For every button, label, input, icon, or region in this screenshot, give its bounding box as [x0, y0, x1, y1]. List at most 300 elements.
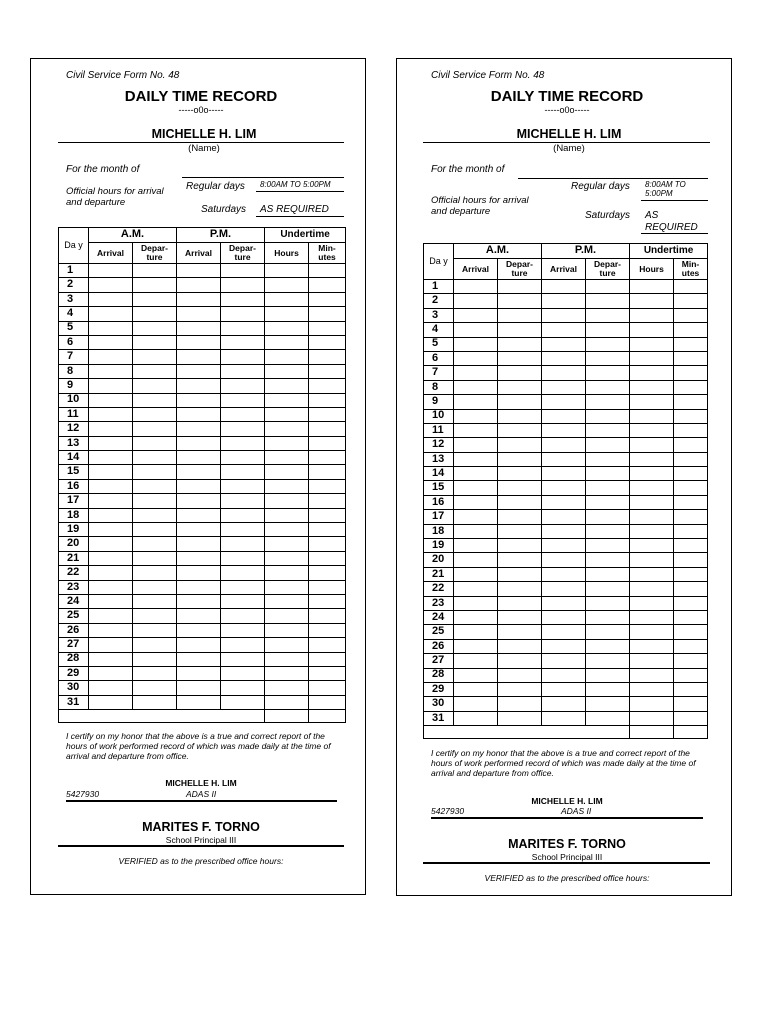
am-departure-cell[interactable]	[498, 697, 542, 711]
undertime-minutes-cell[interactable]	[674, 409, 708, 423]
pm-departure-cell[interactable]	[586, 510, 630, 524]
pm-arrival-cell[interactable]	[177, 335, 221, 349]
undertime-hours-cell[interactable]	[630, 524, 674, 538]
pm-departure-cell[interactable]	[586, 395, 630, 409]
undertime-hours-cell[interactable]	[630, 654, 674, 668]
pm-departure-cell[interactable]	[586, 639, 630, 653]
am-departure-cell[interactable]	[133, 436, 177, 450]
am-arrival-cell[interactable]	[454, 438, 498, 452]
am-arrival-cell[interactable]	[454, 351, 498, 365]
undertime-hours-cell[interactable]	[630, 567, 674, 581]
undertime-hours-cell[interactable]	[630, 380, 674, 394]
undertime-hours-cell[interactable]	[630, 553, 674, 567]
am-arrival-cell[interactable]	[454, 524, 498, 538]
undertime-hours-cell[interactable]	[630, 668, 674, 682]
pm-departure-cell[interactable]	[586, 351, 630, 365]
pm-arrival-cell[interactable]	[177, 580, 221, 594]
am-departure-cell[interactable]	[498, 423, 542, 437]
undertime-minutes-cell[interactable]	[674, 481, 708, 495]
undertime-minutes-cell[interactable]	[309, 407, 346, 421]
am-departure-cell[interactable]	[133, 609, 177, 623]
undertime-minutes-cell[interactable]	[674, 423, 708, 437]
undertime-minutes-cell[interactable]	[674, 711, 708, 725]
am-departure-cell[interactable]	[498, 625, 542, 639]
am-arrival-cell[interactable]	[454, 711, 498, 725]
pm-arrival-cell[interactable]	[542, 423, 586, 437]
undertime-minutes-cell[interactable]	[674, 654, 708, 668]
pm-arrival-cell[interactable]	[177, 364, 221, 378]
am-arrival-cell[interactable]	[89, 364, 133, 378]
pm-arrival-cell[interactable]	[542, 495, 586, 509]
am-arrival-cell[interactable]	[89, 350, 133, 364]
pm-arrival-cell[interactable]	[177, 638, 221, 652]
undertime-minutes-total[interactable]	[674, 726, 708, 739]
pm-arrival-cell[interactable]	[177, 479, 221, 493]
am-departure-cell[interactable]	[133, 666, 177, 680]
am-departure-cell[interactable]	[133, 652, 177, 666]
undertime-hours-cell[interactable]	[265, 609, 309, 623]
pm-arrival-cell[interactable]	[177, 292, 221, 306]
undertime-hours-cell[interactable]	[630, 539, 674, 553]
regular-days-value[interactable]: 8:00AM TO 5:00PM	[645, 180, 686, 198]
pm-departure-cell[interactable]	[221, 451, 265, 465]
am-departure-cell[interactable]	[133, 465, 177, 479]
am-arrival-cell[interactable]	[89, 623, 133, 637]
undertime-minutes-cell[interactable]	[309, 523, 346, 537]
am-arrival-cell[interactable]	[89, 465, 133, 479]
am-departure-cell[interactable]	[498, 308, 542, 322]
undertime-minutes-cell[interactable]	[309, 292, 346, 306]
am-departure-cell[interactable]	[498, 323, 542, 337]
pm-departure-cell[interactable]	[221, 407, 265, 421]
undertime-hours-cell[interactable]	[630, 280, 674, 294]
undertime-hours-cell[interactable]	[265, 264, 309, 278]
pm-departure-cell[interactable]	[586, 682, 630, 696]
am-arrival-cell[interactable]	[454, 596, 498, 610]
undertime-minutes-cell[interactable]	[674, 438, 708, 452]
saturdays-value[interactable]: AS REQUIRED	[260, 204, 329, 215]
pm-departure-cell[interactable]	[221, 422, 265, 436]
am-departure-cell[interactable]	[498, 524, 542, 538]
undertime-minutes-cell[interactable]	[309, 364, 346, 378]
pm-departure-cell[interactable]	[586, 539, 630, 553]
am-arrival-cell[interactable]	[89, 695, 133, 709]
undertime-minutes-cell[interactable]	[674, 495, 708, 509]
am-departure-cell[interactable]	[133, 523, 177, 537]
am-arrival-cell[interactable]	[89, 494, 133, 508]
undertime-minutes-cell[interactable]	[309, 638, 346, 652]
pm-departure-cell[interactable]	[586, 337, 630, 351]
am-departure-cell[interactable]	[133, 379, 177, 393]
pm-departure-cell[interactable]	[221, 379, 265, 393]
am-departure-cell[interactable]	[498, 337, 542, 351]
undertime-minutes-cell[interactable]	[674, 294, 708, 308]
saturdays-value[interactable]: AS REQUIRED	[645, 210, 698, 233]
undertime-minutes-cell[interactable]	[309, 350, 346, 364]
undertime-hours-total[interactable]	[265, 710, 309, 723]
am-arrival-cell[interactable]	[454, 481, 498, 495]
pm-arrival-cell[interactable]	[542, 524, 586, 538]
am-departure-cell[interactable]	[133, 494, 177, 508]
pm-departure-cell[interactable]	[586, 625, 630, 639]
am-departure-cell[interactable]	[498, 711, 542, 725]
am-arrival-cell[interactable]	[89, 551, 133, 565]
undertime-hours-cell[interactable]	[265, 638, 309, 652]
undertime-hours-cell[interactable]	[630, 596, 674, 610]
pm-arrival-cell[interactable]	[542, 539, 586, 553]
undertime-minutes-cell[interactable]	[309, 695, 346, 709]
pm-departure-cell[interactable]	[221, 666, 265, 680]
pm-arrival-cell[interactable]	[177, 508, 221, 522]
am-departure-cell[interactable]	[498, 452, 542, 466]
undertime-minutes-cell[interactable]	[309, 264, 346, 278]
am-arrival-cell[interactable]	[89, 321, 133, 335]
am-arrival-cell[interactable]	[89, 451, 133, 465]
pm-arrival-cell[interactable]	[542, 625, 586, 639]
pm-arrival-cell[interactable]	[542, 380, 586, 394]
pm-arrival-cell[interactable]	[542, 682, 586, 696]
pm-departure-cell[interactable]	[586, 481, 630, 495]
am-departure-cell[interactable]	[498, 380, 542, 394]
pm-departure-cell[interactable]	[586, 438, 630, 452]
am-departure-cell[interactable]	[498, 668, 542, 682]
am-departure-cell[interactable]	[498, 539, 542, 553]
undertime-minutes-cell[interactable]	[309, 321, 346, 335]
pm-departure-cell[interactable]	[586, 582, 630, 596]
undertime-hours-cell[interactable]	[265, 508, 309, 522]
undertime-minutes-cell[interactable]	[674, 395, 708, 409]
pm-arrival-cell[interactable]	[177, 652, 221, 666]
am-departure-cell[interactable]	[498, 567, 542, 581]
undertime-minutes-cell[interactable]	[309, 379, 346, 393]
pm-departure-cell[interactable]	[586, 308, 630, 322]
undertime-minutes-cell[interactable]	[309, 494, 346, 508]
pm-arrival-cell[interactable]	[542, 510, 586, 524]
undertime-hours-cell[interactable]	[630, 495, 674, 509]
am-departure-cell[interactable]	[133, 537, 177, 551]
undertime-minutes-cell[interactable]	[674, 596, 708, 610]
undertime-hours-cell[interactable]	[630, 639, 674, 653]
undertime-minutes-cell[interactable]	[309, 537, 346, 551]
undertime-minutes-cell[interactable]	[309, 451, 346, 465]
pm-departure-cell[interactable]	[586, 524, 630, 538]
am-arrival-cell[interactable]	[454, 510, 498, 524]
undertime-minutes-cell[interactable]	[674, 323, 708, 337]
am-departure-cell[interactable]	[133, 594, 177, 608]
undertime-minutes-cell[interactable]	[309, 666, 346, 680]
pm-arrival-cell[interactable]	[542, 366, 586, 380]
am-arrival-cell[interactable]	[89, 393, 133, 407]
pm-departure-cell[interactable]	[586, 697, 630, 711]
pm-departure-cell[interactable]	[586, 409, 630, 423]
pm-departure-cell[interactable]	[221, 681, 265, 695]
undertime-hours-cell[interactable]	[630, 481, 674, 495]
pm-arrival-cell[interactable]	[177, 551, 221, 565]
am-arrival-cell[interactable]	[454, 625, 498, 639]
am-arrival-cell[interactable]	[454, 495, 498, 509]
pm-departure-cell[interactable]	[586, 610, 630, 624]
am-departure-cell[interactable]	[498, 596, 542, 610]
pm-departure-cell[interactable]	[586, 668, 630, 682]
pm-arrival-cell[interactable]	[177, 609, 221, 623]
pm-departure-cell[interactable]	[221, 537, 265, 551]
undertime-hours-cell[interactable]	[265, 523, 309, 537]
am-arrival-cell[interactable]	[89, 422, 133, 436]
pm-arrival-cell[interactable]	[542, 395, 586, 409]
pm-arrival-cell[interactable]	[177, 379, 221, 393]
undertime-hours-cell[interactable]	[265, 580, 309, 594]
pm-arrival-cell[interactable]	[542, 596, 586, 610]
am-departure-cell[interactable]	[498, 610, 542, 624]
am-arrival-cell[interactable]	[89, 666, 133, 680]
am-arrival-cell[interactable]	[454, 610, 498, 624]
undertime-minutes-cell[interactable]	[674, 697, 708, 711]
pm-departure-cell[interactable]	[221, 436, 265, 450]
am-arrival-cell[interactable]	[454, 467, 498, 481]
undertime-minutes-cell[interactable]	[309, 307, 346, 321]
pm-departure-cell[interactable]	[221, 350, 265, 364]
am-arrival-cell[interactable]	[454, 654, 498, 668]
am-arrival-cell[interactable]	[89, 652, 133, 666]
pm-arrival-cell[interactable]	[177, 594, 221, 608]
pm-arrival-cell[interactable]	[542, 323, 586, 337]
undertime-hours-cell[interactable]	[265, 393, 309, 407]
pm-arrival-cell[interactable]	[177, 623, 221, 637]
pm-departure-cell[interactable]	[221, 580, 265, 594]
undertime-hours-cell[interactable]	[265, 566, 309, 580]
am-arrival-cell[interactable]	[454, 539, 498, 553]
pm-departure-cell[interactable]	[221, 695, 265, 709]
am-departure-cell[interactable]	[133, 508, 177, 522]
undertime-hours-cell[interactable]	[630, 395, 674, 409]
undertime-minutes-cell[interactable]	[309, 681, 346, 695]
am-departure-cell[interactable]	[133, 551, 177, 565]
undertime-minutes-cell[interactable]	[674, 668, 708, 682]
pm-departure-cell[interactable]	[221, 609, 265, 623]
pm-departure-cell[interactable]	[221, 508, 265, 522]
am-departure-cell[interactable]	[133, 292, 177, 306]
am-departure-cell[interactable]	[133, 307, 177, 321]
pm-departure-cell[interactable]	[221, 566, 265, 580]
undertime-minutes-cell[interactable]	[674, 553, 708, 567]
undertime-hours-cell[interactable]	[630, 711, 674, 725]
pm-arrival-cell[interactable]	[177, 264, 221, 278]
pm-departure-cell[interactable]	[221, 321, 265, 335]
undertime-hours-cell[interactable]	[265, 551, 309, 565]
am-arrival-cell[interactable]	[89, 292, 133, 306]
pm-arrival-cell[interactable]	[177, 666, 221, 680]
am-departure-cell[interactable]	[133, 695, 177, 709]
am-departure-cell[interactable]	[133, 451, 177, 465]
pm-arrival-cell[interactable]	[177, 350, 221, 364]
am-arrival-cell[interactable]	[89, 436, 133, 450]
am-arrival-cell[interactable]	[89, 379, 133, 393]
pm-departure-cell[interactable]	[586, 711, 630, 725]
undertime-minutes-cell[interactable]	[674, 567, 708, 581]
pm-departure-cell[interactable]	[586, 553, 630, 567]
am-arrival-cell[interactable]	[454, 682, 498, 696]
am-departure-cell[interactable]	[498, 495, 542, 509]
undertime-minutes-cell[interactable]	[674, 524, 708, 538]
undertime-hours-cell[interactable]	[630, 582, 674, 596]
am-arrival-cell[interactable]	[454, 323, 498, 337]
pm-departure-cell[interactable]	[586, 567, 630, 581]
pm-arrival-cell[interactable]	[177, 494, 221, 508]
undertime-hours-cell[interactable]	[265, 321, 309, 335]
pm-arrival-cell[interactable]	[177, 307, 221, 321]
pm-departure-cell[interactable]	[586, 380, 630, 394]
undertime-hours-cell[interactable]	[630, 452, 674, 466]
undertime-minutes-cell[interactable]	[674, 467, 708, 481]
undertime-hours-cell[interactable]	[265, 307, 309, 321]
am-arrival-cell[interactable]	[89, 580, 133, 594]
am-arrival-cell[interactable]	[89, 479, 133, 493]
undertime-minutes-cell[interactable]	[309, 580, 346, 594]
undertime-minutes-cell[interactable]	[309, 623, 346, 637]
undertime-hours-cell[interactable]	[630, 438, 674, 452]
am-arrival-cell[interactable]	[89, 407, 133, 421]
pm-arrival-cell[interactable]	[542, 409, 586, 423]
am-arrival-cell[interactable]	[454, 553, 498, 567]
undertime-hours-cell[interactable]	[265, 379, 309, 393]
pm-arrival-cell[interactable]	[542, 582, 586, 596]
pm-departure-cell[interactable]	[221, 335, 265, 349]
undertime-minutes-cell[interactable]	[674, 366, 708, 380]
am-departure-cell[interactable]	[498, 639, 542, 653]
am-arrival-cell[interactable]	[454, 280, 498, 294]
pm-arrival-cell[interactable]	[177, 695, 221, 709]
undertime-hours-cell[interactable]	[265, 335, 309, 349]
undertime-hours-cell[interactable]	[265, 465, 309, 479]
pm-arrival-cell[interactable]	[177, 451, 221, 465]
pm-arrival-cell[interactable]	[177, 393, 221, 407]
pm-arrival-cell[interactable]	[177, 321, 221, 335]
pm-departure-cell[interactable]	[221, 494, 265, 508]
pm-departure-cell[interactable]	[221, 264, 265, 278]
pm-departure-cell[interactable]	[221, 364, 265, 378]
pm-arrival-cell[interactable]	[542, 351, 586, 365]
pm-departure-cell[interactable]	[221, 393, 265, 407]
am-arrival-cell[interactable]	[89, 609, 133, 623]
undertime-hours-cell[interactable]	[265, 695, 309, 709]
am-arrival-cell[interactable]	[454, 294, 498, 308]
undertime-hours-cell[interactable]	[265, 278, 309, 292]
pm-arrival-cell[interactable]	[542, 280, 586, 294]
am-arrival-cell[interactable]	[454, 366, 498, 380]
pm-departure-cell[interactable]	[221, 594, 265, 608]
pm-arrival-cell[interactable]	[177, 422, 221, 436]
am-departure-cell[interactable]	[133, 335, 177, 349]
am-arrival-cell[interactable]	[89, 594, 133, 608]
pm-arrival-cell[interactable]	[177, 436, 221, 450]
undertime-hours-cell[interactable]	[265, 407, 309, 421]
undertime-minutes-cell[interactable]	[309, 508, 346, 522]
pm-departure-cell[interactable]	[221, 652, 265, 666]
pm-arrival-cell[interactable]	[542, 452, 586, 466]
am-arrival-cell[interactable]	[89, 681, 133, 695]
am-departure-cell[interactable]	[498, 467, 542, 481]
pm-arrival-cell[interactable]	[542, 467, 586, 481]
pm-arrival-cell[interactable]	[542, 567, 586, 581]
undertime-minutes-cell[interactable]	[674, 308, 708, 322]
pm-arrival-cell[interactable]	[177, 465, 221, 479]
undertime-hours-cell[interactable]	[265, 681, 309, 695]
pm-arrival-cell[interactable]	[542, 711, 586, 725]
am-departure-cell[interactable]	[498, 553, 542, 567]
undertime-minutes-cell[interactable]	[674, 625, 708, 639]
undertime-hours-cell[interactable]	[265, 451, 309, 465]
am-arrival-cell[interactable]	[89, 278, 133, 292]
undertime-hours-cell[interactable]	[630, 510, 674, 524]
pm-arrival-cell[interactable]	[542, 553, 586, 567]
undertime-hours-cell[interactable]	[265, 292, 309, 306]
undertime-hours-cell[interactable]	[630, 682, 674, 696]
pm-arrival-cell[interactable]	[542, 610, 586, 624]
am-departure-cell[interactable]	[498, 654, 542, 668]
undertime-minutes-cell[interactable]	[309, 436, 346, 450]
pm-departure-cell[interactable]	[221, 638, 265, 652]
undertime-hours-cell[interactable]	[265, 623, 309, 637]
undertime-minutes-cell[interactable]	[309, 479, 346, 493]
am-arrival-cell[interactable]	[454, 337, 498, 351]
undertime-minutes-cell[interactable]	[674, 280, 708, 294]
undertime-minutes-cell[interactable]	[309, 566, 346, 580]
am-arrival-cell[interactable]	[89, 335, 133, 349]
am-arrival-cell[interactable]	[454, 452, 498, 466]
am-departure-cell[interactable]	[498, 395, 542, 409]
undertime-hours-cell[interactable]	[630, 366, 674, 380]
pm-arrival-cell[interactable]	[542, 654, 586, 668]
pm-arrival-cell[interactable]	[177, 523, 221, 537]
undertime-hours-cell[interactable]	[265, 652, 309, 666]
am-arrival-cell[interactable]	[454, 567, 498, 581]
am-departure-cell[interactable]	[498, 294, 542, 308]
am-arrival-cell[interactable]	[454, 668, 498, 682]
pm-arrival-cell[interactable]	[542, 481, 586, 495]
undertime-hours-cell[interactable]	[265, 350, 309, 364]
undertime-hours-cell[interactable]	[630, 294, 674, 308]
pm-departure-cell[interactable]	[586, 366, 630, 380]
undertime-hours-cell[interactable]	[265, 537, 309, 551]
am-departure-cell[interactable]	[133, 364, 177, 378]
pm-departure-cell[interactable]	[221, 551, 265, 565]
undertime-minutes-cell[interactable]	[674, 452, 708, 466]
undertime-hours-cell[interactable]	[630, 351, 674, 365]
pm-arrival-cell[interactable]	[542, 337, 586, 351]
pm-arrival-cell[interactable]	[542, 697, 586, 711]
am-departure-cell[interactable]	[133, 479, 177, 493]
undertime-minutes-cell[interactable]	[309, 594, 346, 608]
undertime-hours-total[interactable]	[630, 726, 674, 739]
am-departure-cell[interactable]	[133, 350, 177, 364]
undertime-minutes-cell[interactable]	[674, 351, 708, 365]
pm-departure-cell[interactable]	[221, 307, 265, 321]
regular-days-value[interactable]: 8:00AM TO 5:00PM	[260, 180, 331, 189]
undertime-hours-cell[interactable]	[630, 337, 674, 351]
am-arrival-cell[interactable]	[89, 523, 133, 537]
am-departure-cell[interactable]	[498, 409, 542, 423]
am-departure-cell[interactable]	[498, 510, 542, 524]
pm-departure-cell[interactable]	[586, 452, 630, 466]
undertime-hours-cell[interactable]	[630, 323, 674, 337]
am-arrival-cell[interactable]	[454, 639, 498, 653]
pm-arrival-cell[interactable]	[542, 438, 586, 452]
am-departure-cell[interactable]	[498, 351, 542, 365]
undertime-minutes-cell[interactable]	[674, 610, 708, 624]
pm-arrival-cell[interactable]	[177, 681, 221, 695]
undertime-minutes-cell[interactable]	[309, 652, 346, 666]
pm-departure-cell[interactable]	[586, 495, 630, 509]
